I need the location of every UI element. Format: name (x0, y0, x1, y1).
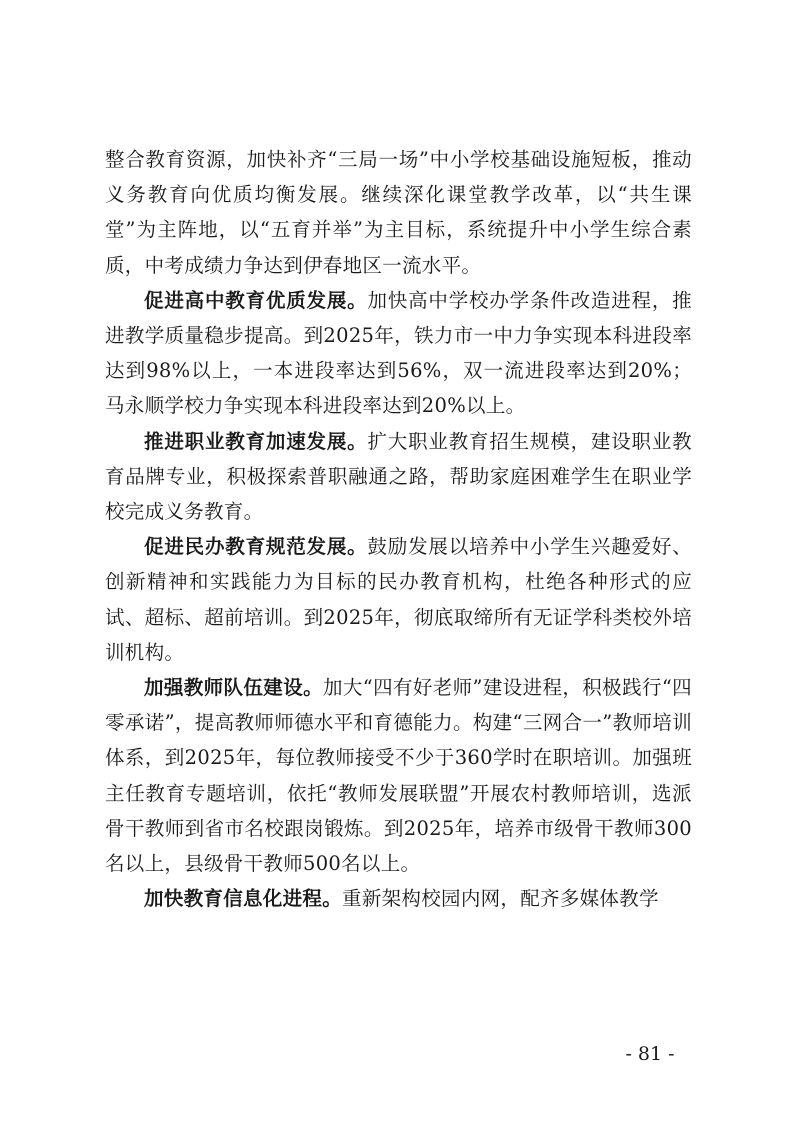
paragraph-teachers (105, 670, 692, 881)
paragraph-text: 加快高中学校办学条件改造进程，推进教学质量稳步提高。到2025年，铁力市一中力争实现本科进段率达到98%以上，一本进段率达到56%，双一流进段率达到20%；马永顺学校力争实现本科进段率达到20%以上。 (105, 288, 692, 418)
paragraph-heading: 促进高中教育优质发展。 (144, 288, 368, 312)
paragraph-heading: 加快教育信息化进程。 (144, 887, 343, 911)
paragraph-private-education (105, 529, 692, 670)
paragraph-informatization (105, 881, 692, 916)
paragraph-heading: 促进民办教育规范发展。 (144, 535, 368, 559)
paragraph-heading: 推进职业教育加速发展。 (144, 429, 368, 453)
paragraph-continuation (105, 142, 692, 283)
body-text (105, 142, 692, 916)
paragraph-text: 鼓励发展以培养中小学生兴趣爱好、创新精神和实践能力为目标的民办教育机构，杜绝各种形式的应试、超标、超前培训。到2025年，彻底取缔所有无证学科类校外培训机构。 (105, 535, 692, 664)
paragraph-high-school (105, 283, 692, 424)
paragraph-text: 整合教育资源，加快补齐“三局一场”中小学校基础设施短板，推动义务教育向优质均衡发展。继续深化课堂教学改革，以“共生课堂”为主阵地，以“五育并举”为主目标，系统提升中小学生综合素质，中考成绩力争达到伊春地区一流水平。 (105, 148, 692, 277)
paragraph-vocational (105, 424, 692, 530)
paragraph-heading: 加强教师队伍建设。 (144, 676, 323, 700)
page-number: - 81 - (625, 1043, 675, 1065)
paragraph-text: 重新架构校园内网，配齐多媒体教学 (342, 887, 659, 911)
paragraph-text: 扩大职业教育招生规模，建设职业教育品牌专业，积极探索普职融通之路，帮助家庭困难学生在职业学校完成义务教育。 (105, 429, 692, 524)
paragraph-text: 加大“四有好老师”建设进程，积极践行“四零承诺”，提高教师师德水平和育德能力。构建“三网合一”教师培训体系，到2025年，每位教师接受不少于360学时在职培训。加强班主任教育专题培训，依托“教师发展联盟”开展农村教师培训，选派骨干教师到省市名校跟岗锻炼。到2025年，培养市级骨干教师300名以上，县级骨干教师500名以上。 (105, 676, 692, 876)
